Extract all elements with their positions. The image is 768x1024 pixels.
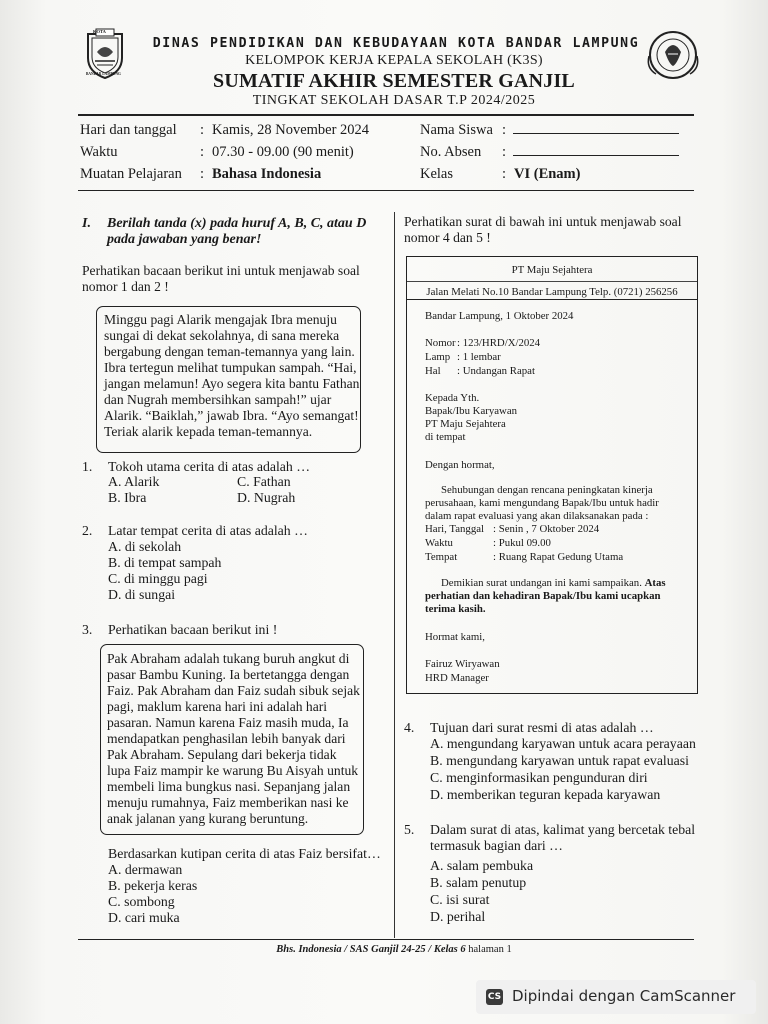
q1-text: Tokoh utama cerita di atas adalah …	[108, 459, 311, 474]
q4-text: Tujuan dari surat resmi di atas adalah …	[430, 720, 654, 735]
letter-greeting: Dengan hormat,	[425, 459, 495, 471]
letter-address: Jalan Melati No.10 Bandar Lampung Telp. (0721) 256256	[426, 286, 678, 298]
q5-option-a[interactable]: A. salam pembuka	[430, 858, 534, 873]
passage-line: Faiz. Pak Abraham dan Faiz sudah sibuk sejak	[107, 683, 360, 698]
passage-line: Pak Abraham adalah tukang buruh angkut di	[107, 651, 350, 666]
letterhead-rule	[407, 281, 697, 282]
header-level: TINGKAT SEKOLAH DASAR T.P 2024/2025	[252, 93, 536, 108]
q1-number: 1.	[82, 459, 93, 474]
q2-option-a[interactable]: A. di sekolah	[108, 539, 182, 554]
letter-closing-text: Demikian surat undangan ini kami sampaikan.	[441, 577, 642, 589]
letter-body: perusahaan, kami mengundang Bapak/Ibu untuk hadir	[425, 497, 659, 509]
letter-lamp-value: : 1 lembar	[457, 351, 501, 363]
section-instruction: Berilah tanda (x) pada huruf A, B, C, atau D	[107, 216, 367, 231]
passage3-box	[100, 644, 364, 835]
passage-line: membeli lima bungkus nasi. Sepanjang jalan	[107, 779, 351, 794]
q1-option-b[interactable]: B. Ibra	[108, 490, 147, 505]
passage-line: Ibra tertegun melihat tumpukan sampah. “Hai,	[104, 360, 357, 375]
q4-option-c[interactable]: C. menginformasikan pengunduran diri	[430, 770, 648, 785]
passage-line: menuju rumahnya, Faiz memberikan nasi ke	[107, 795, 349, 810]
letter-box	[406, 256, 698, 694]
label-student-name: Nama Siswa	[420, 122, 493, 138]
letter-closing	[441, 576, 666, 590]
q5-option-b[interactable]: B. salam penutup	[430, 875, 527, 890]
q5-option-c[interactable]: C. isi surat	[430, 892, 490, 907]
passage1-intro: nomor 1 dan 2 !	[82, 279, 169, 294]
letter-time-value: : Pukul 09.00	[493, 537, 551, 549]
q2-option-c[interactable]: C. di minggu pagi	[108, 571, 208, 586]
header-group: KELOMPOK KERJA KEPALA SEKOLAH (K3S)	[245, 53, 543, 68]
passage-line: bergabung dengan teman-temannya yang lain.	[104, 344, 355, 359]
passage-line: pasar Bambu Kuning. Ia bertetangga dengan	[107, 667, 350, 682]
colon: :	[502, 144, 507, 160]
q3-option-a[interactable]: A. dermawan	[108, 862, 183, 877]
passage-line: mendapatkan penghasilan lebih banyak dari	[107, 731, 346, 746]
section-number: I.	[82, 216, 91, 231]
q3-text: Perhatikan bacaan berikut ini !	[108, 622, 278, 637]
q2-option-d[interactable]: D. di sungai	[108, 587, 176, 602]
letter-intro: Perhatikan surat di bawah ini untuk menjawab soal	[404, 214, 682, 229]
q1-option-d[interactable]: D. Nugrah	[237, 490, 296, 505]
label-class: Kelas	[420, 166, 454, 182]
header-exam-title: SUMATIF AKHIR SEMESTER GANJIL	[213, 70, 575, 92]
camscanner-icon: CS	[486, 989, 503, 1005]
value-class: VI (Enam)	[514, 166, 581, 182]
letter-place-value: : Ruang Rapat Gedung Utama	[493, 551, 624, 563]
passage-line: Alarik. “Baiklah,” jawab Ibra. “Ayo semangat!	[104, 408, 359, 423]
q2-option-b[interactable]: B. di tempat sampah	[108, 555, 222, 570]
q2-text: Latar tempat cerita di atas adalah …	[108, 523, 308, 538]
colon: :	[502, 122, 507, 138]
colon: :	[200, 144, 205, 160]
passage1-intro: Perhatikan bacaan berikut ini untuk menjawab soal	[82, 263, 360, 278]
passage-line: Minggu pagi Alarik mengajak Ibra menuju	[104, 312, 337, 327]
q4-option-a[interactable]: A. mengundang karyawan untuk acara perayaan	[430, 736, 696, 751]
student-name-field[interactable]	[513, 133, 679, 134]
q5-number: 5.	[404, 822, 415, 837]
q5-text: Dalam surat di atas, kalimat yang bercetak tebal	[430, 822, 696, 837]
letter-nomor-label: Nomor	[425, 337, 456, 349]
label-day: Hari dan tanggal	[80, 122, 177, 138]
q5-option-d[interactable]: D. perihal	[430, 909, 486, 924]
label-subject: Muatan Pelajaran	[80, 166, 182, 182]
passage-line: lupa Faiz mampir ke warung Bu Aisyah untuk	[107, 763, 359, 778]
value-subject: Bahasa Indonesia	[212, 166, 322, 182]
header-agency: DINAS PENDIDIKAN DAN KEBUDAYAAN KOTA BANDAR LAMPUNG	[152, 36, 640, 51]
header-rule	[78, 114, 694, 116]
letter-place-label: Tempat	[425, 551, 458, 563]
letter-nomor-value: : 123/HRD/X/2024	[457, 337, 541, 349]
q3-option-b[interactable]: B. pekerja keras	[108, 878, 198, 893]
q1-option-c[interactable]: C. Fathan	[237, 474, 291, 489]
q3-option-d[interactable]: D. cari muka	[108, 910, 180, 925]
footer-page-number: halaman 1	[468, 944, 512, 955]
footer-text: Bhs. Indonesia / SAS Ganjil 24-25 / Kelas 6	[276, 944, 466, 955]
letter-recipient: di tempat	[425, 431, 466, 443]
letter-hal-value: : Undangan Rapat	[457, 365, 535, 377]
passage-line: Pak Abraham. Sepulang dari bekerja tidak	[107, 747, 337, 762]
letter-regards: Hormat kami,	[425, 631, 485, 643]
colon: :	[502, 166, 507, 182]
q5-text: termasuk bagian dari …	[430, 838, 563, 853]
letter-closing-bold: terima kasih.	[425, 603, 486, 615]
camscanner-watermark	[476, 980, 756, 1014]
letter-signer-title: HRD Manager	[425, 672, 489, 684]
q3-number: 3.	[82, 622, 93, 637]
letterhead-rule	[407, 299, 697, 300]
letter-body: Sehubungan dengan rencana peningkatan kinerja	[441, 484, 653, 496]
q4-number: 4.	[404, 720, 415, 735]
letter-day-label: Hari, Tanggal	[425, 523, 485, 535]
letter-company: PT Maju Sejahtera	[511, 264, 593, 276]
letter-time-label: Waktu	[425, 537, 453, 549]
logo-left-caption-bottom: BANDAR LAMPUNG	[86, 72, 121, 76]
colon: :	[200, 166, 205, 182]
q3-question: Berdasarkan kutipan cerita di atas Faiz bersifat…	[108, 846, 381, 861]
passage-line: Teriak alarik kepada teman-temannya.	[104, 424, 313, 439]
letter-closing-bold: Atas	[644, 577, 666, 589]
passage-line: jangan melamun! Ayo segera kita bantu Fathan	[104, 376, 360, 391]
passage-line: anak jalanan yang kurang beruntung.	[107, 811, 309, 826]
passage-line: pagi, maklum karena hari ini adalah hari	[107, 699, 328, 714]
page-footer	[0, 944, 768, 955]
camscanner-label: Dipindai dengan CamScanner	[512, 987, 736, 1005]
passage1-box	[96, 306, 361, 453]
section-instruction: pada jawaban yang benar!	[107, 232, 262, 247]
q4-option-d[interactable]: D. memberikan teguran kepada karyawan	[430, 787, 661, 802]
letter-closing-bold: perhatian dan kehadiran Bapak/Ibu kami ucapkan	[425, 590, 661, 602]
colon: :	[200, 122, 205, 138]
q3-option-c[interactable]: C. sombong	[108, 894, 175, 909]
footer-rule	[78, 939, 694, 940]
q1-option-a[interactable]: A. Alarik	[108, 474, 160, 489]
q2-number: 2.	[82, 523, 93, 538]
value-time: 07.30 - 09.00 (90 menit)	[212, 144, 354, 160]
letter-recipient: PT Maju Sejahtera	[425, 418, 506, 430]
letter-hal-label: Hal	[425, 365, 441, 377]
label-absence-number: No. Absen	[420, 144, 482, 160]
letter-date: Bandar Lampung, 1 Oktober 2024	[425, 310, 574, 322]
passage-line: pasaran. Namun karena Faiz masih muda, Ia	[107, 715, 349, 730]
letter-recipient: Bapak/Ibu Karyawan	[425, 405, 518, 417]
info-rule	[78, 190, 694, 191]
letter-body: dalam rapat evaluasi yang akan dilaksanakan pada :	[425, 510, 649, 522]
absence-number-field[interactable]	[513, 155, 679, 156]
q4-option-b[interactable]: B. mengundang karyawan untuk rapat evaluasi	[430, 753, 689, 768]
letter-intro: nomor 4 dan 5 !	[404, 230, 491, 245]
column-divider	[394, 212, 395, 938]
value-day: Kamis, 28 November 2024	[212, 122, 370, 138]
letter-signer: Fairuz Wiryawan	[425, 658, 500, 670]
passage-line: sungai di dekat sekolahnya, di sana mereka	[104, 328, 340, 343]
passage-line: dan Nugrah membersihkan sampah!” ujar	[104, 392, 332, 407]
label-time: Waktu	[80, 144, 118, 160]
letter-lamp-label: Lamp	[425, 351, 451, 363]
letter-recipient: Kepada Yth.	[425, 392, 480, 404]
letter-day-value: : Senin , 7 Oktober 2024	[493, 523, 600, 535]
logo-left-caption-top: KOTA	[93, 29, 106, 34]
